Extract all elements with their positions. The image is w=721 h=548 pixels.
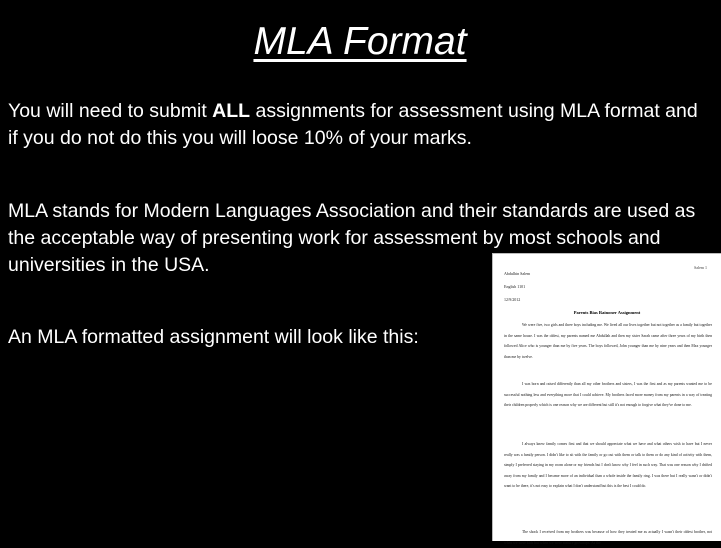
doc-paragraph: I always knew family comes first and that we should appreciate what we have and what others wish to have but I never really was a family person. I didn't like to sit with the family or go out with them or talk to them or do any kind of activity with them, simply I preferred staying in my room alone or my friends but I don't know why I feel in such way. That was one reason why I drifted away from my family and I became more of an individual than a whole inside the family ring. I was there but I really wasn't or didn't want to be there, it's not easy to explain what I don't understand but this is the best I could do.: [504, 442, 712, 488]
p1-text-start: You will need to submit: [8, 100, 213, 122]
doc-course: English 1101: [504, 284, 526, 289]
doc-paragraph: I was born and raised differently than all my other brothers and sisters, I was the first and as my parents wanted me to be successful nothing less and everything more that I could achieve. My brothers faced more money from my parents in a way of treating their children properly which is one reason why we are different but still it's not enough to forgive what they've done to me.: [504, 382, 712, 407]
doc-page-header: Salem 1: [694, 265, 707, 270]
paragraph-mla-definition: MLA stands for Modern Languages Association and their standards are used as the acceptable way of presenting work for assessment by most schools and universities in the USA.: [8, 200, 696, 276]
doc-paragraph: We were five, two girls and three boys including me. We lived all our lives together but not together as a family but together in the same house. I was the oldest, my parents named me Abdullah and then my sister Sarah came after three years of my birth then followed Alice who is younger than me by five years. The boys followed, John younger than me by nine years and then Max younger than me by twelve.: [504, 323, 712, 359]
emphasis-all: ALL: [212, 100, 251, 122]
doc-paragraph: The shock I received from my brothers was because of how they treated me as actually I wasn't their oldest brother, not when we were kids but when we were mature grownups. As the: [504, 530, 712, 545]
paragraph-submit-requirement: [8, 98, 708, 152]
doc-date: 12/9/2012: [504, 297, 521, 302]
slide-title: MLA Format: [253, 20, 467, 63]
paragraph-example-intro: An MLA formatted assignment will look like this:: [8, 326, 419, 348]
mla-document-example: [492, 253, 721, 545]
doc-author-name: Abdulhin Salem: [504, 271, 531, 276]
p1-text-end: assignments for assessment using MLA format and if you do not do this you will loose 10% of your marks.: [8, 100, 698, 149]
doc-title: Parents Bias Rainoner Assignment: [573, 310, 641, 315]
